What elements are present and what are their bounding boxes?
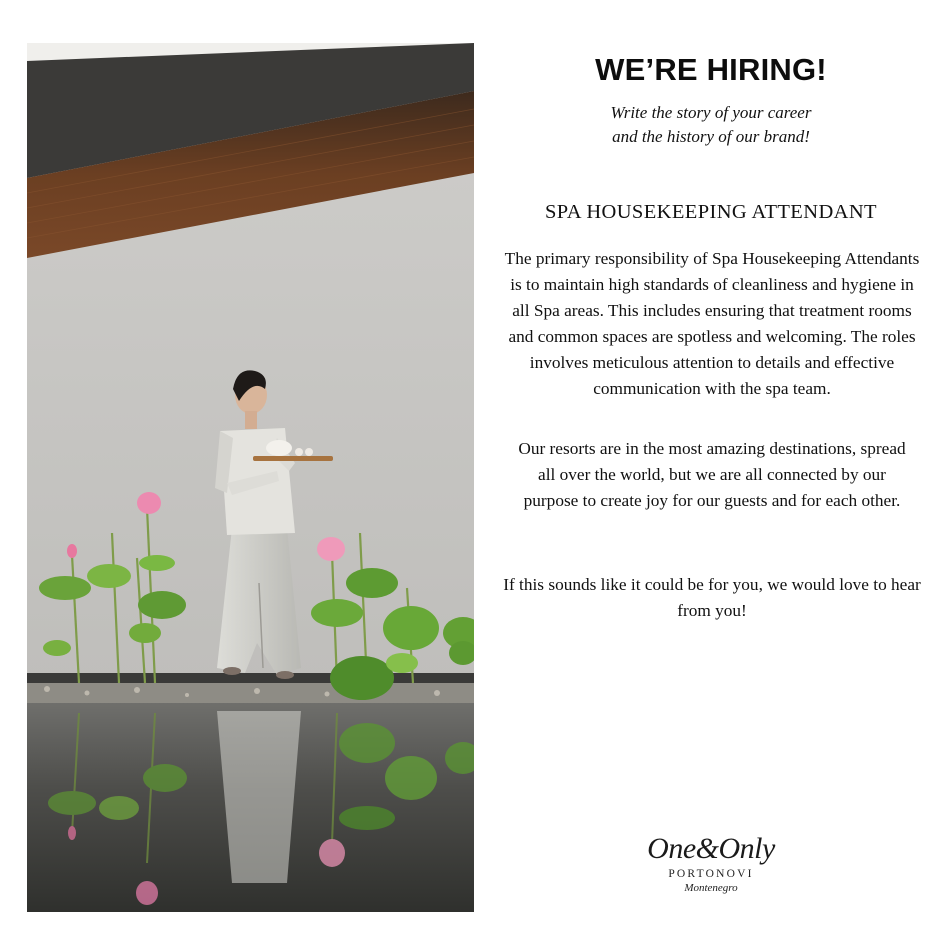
job-title: SPA HOUSEKEEPING ATTENDANT — [545, 201, 877, 223]
hero-photo — [27, 43, 474, 912]
brand-logo — [495, 832, 927, 894]
pebbles — [27, 683, 474, 703]
brand-location: Montenegro — [684, 882, 738, 894]
brand-name: One&Only — [647, 832, 775, 865]
tagline-line-1: Write the story of your career — [610, 103, 812, 122]
company-paragraph: Our resorts are in the most amazing destinations, spread all over the world, but we are all connected by our purpose to create joy for our guests and for each other. — [518, 439, 906, 510]
tagline-line-2: and the history of our brand! — [612, 127, 810, 146]
brand-property: PORTONOVI — [668, 868, 754, 880]
job-description: The primary responsibility of Spa Housekeeping Attendants is to maintain high standards of cleanliness and hygiene in all Spa areas. This includes ensuring that treatment rooms and common spaces are spotless and welcoming. The roles involves meticulous attention to details and effective communication with the spa team. — [504, 249, 920, 398]
headline: WE’RE HIRING! — [595, 52, 827, 87]
call-to-action: If this sounds like it could be for you, we would love to hear from you! — [503, 575, 921, 620]
spa-attendant-illustration — [27, 43, 474, 912]
tagline — [495, 101, 927, 149]
